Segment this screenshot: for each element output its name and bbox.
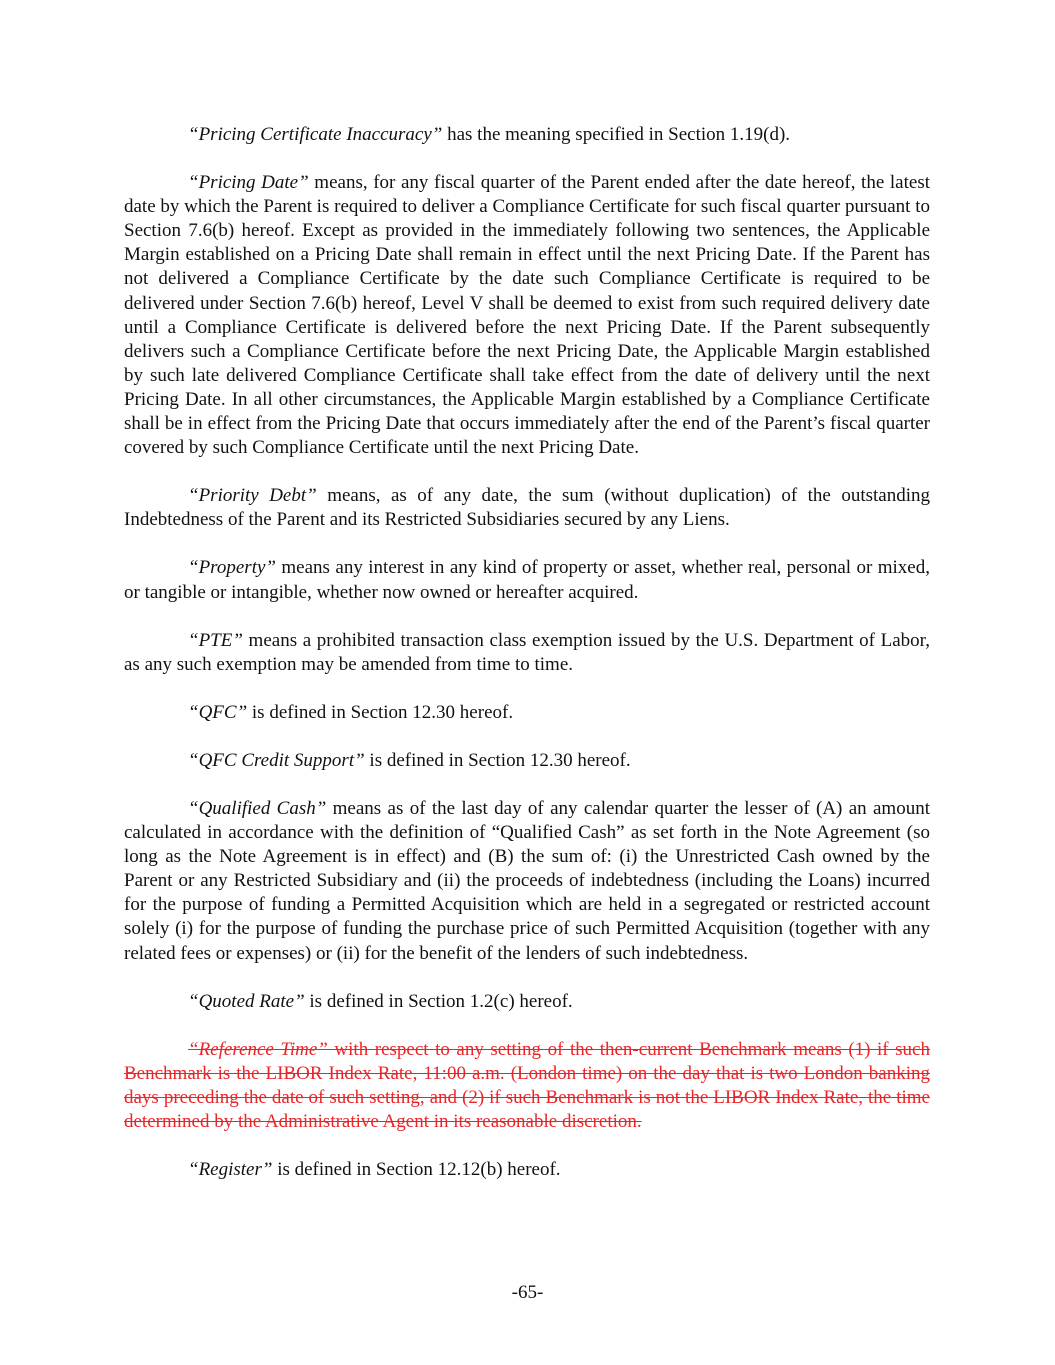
- definition-quoted-rate: [124, 990, 930, 1014]
- definition-text: with respect to any setting of the then-current Benchmark means (1) if such Benchmark is the LIBOR Index Rate, 11:00 a.m. (London time) on the day that is two London banking days preceding the date of such setting, and (2) if such Benchmark is not the LIBOR Index Rate, the time determined by the Administrative Agent in its reasonable discretion.: [124, 1038, 930, 1132]
- defined-term: “Priority Debt”: [188, 485, 317, 507]
- definition-qualified-cash: [124, 797, 930, 966]
- definition-text: means any interest in any kind of property or asset, whether real, personal or mixed, or tangible or intangible, whether now owned or hereafter acquired.: [124, 557, 930, 603]
- defined-term: “Reference Time”: [188, 1038, 328, 1060]
- page-number: -65-: [511, 1282, 544, 1303]
- defined-term: “Pricing Certificate Inaccuracy”: [188, 124, 443, 145]
- definition-pricing-date: [124, 171, 930, 460]
- definition-reference-time-deleted: [124, 1038, 930, 1134]
- document-body: [124, 123, 930, 1206]
- defined-term: “Qualified Cash”: [188, 797, 327, 819]
- definition-qfc-credit-support: [124, 749, 930, 773]
- definition-qfc: [124, 701, 930, 725]
- defined-term: “QFC”: [188, 701, 248, 723]
- defined-term: “PTE”: [188, 629, 243, 651]
- defined-term: “Quoted Rate”: [188, 990, 305, 1012]
- definition-priority-debt: [124, 484, 930, 532]
- definition-property: [124, 556, 930, 604]
- definition-pte: [124, 629, 930, 677]
- definition-text: is defined in Section 12.12(b) hereof.: [272, 1159, 561, 1181]
- definition-text: means as of the last day of any calendar quarter the lesser of (A) an amount calculated in accordance with the definition of “Qualified Cash” as set forth in the Note Agreement (so long as the Note Agreement is in effect) and (B) the sum of: (i) the Unrestricted Cash owned by the Parent or any Restricted Subsidiary and (ii) the proceeds of indebtedness (including the Loans) incurred for the purpose of funding a Permitted Acquisition which are held in a segregated or restricted account solely (i) for the purpose of funding the purchase price of such Permitted Acquisition (together with any related fees or expenses) or (ii) for the benefit of the lenders of such indebtedness.: [124, 797, 930, 964]
- defined-term: “QFC Credit Support”: [188, 749, 365, 771]
- definition-text: is defined in Section 12.30 hereof.: [247, 701, 514, 723]
- defined-term: “Pricing Date”: [188, 172, 309, 194]
- definition-text: means, for any fiscal quarter of the Parent ended after the date hereof, the latest date by which the Parent is required to deliver a Compliance Certificate for such fiscal quarter pursuant to Section 7.6(b) hereof. Except as provided in the immediately following two sentences, the Applicable Margin established on a Pricing Date shall remain in effect until the next Pricing Date. If the Parent has not delivered a Compliance Certificate by the date such Compliance Certificate is required to be delivered under Section 7.6(b) hereof, Level V shall be deemed to exist from such required delivery date until a Compliance Certificate is delivered before the next Pricing Date. If the Parent subsequently delivers such a Compliance Certificate before the next Pricing Date, the Applicable Margin established by such late delivered Compliance Certificate shall take effect from the date of delivery until the next Pricing Date. In all other circumstances, the Applicable Margin established by a Compliance Certificate shall be in effect from the Pricing Date that occurs immediately after the end of the Parent’s fiscal quarter covered by such Compliance Certificate until the next Pricing Date.: [124, 172, 930, 459]
- definition-text: means a prohibited transaction class exemption issued by the U.S. Department of Labor, as any such exemption may be amended from time to time.: [124, 629, 930, 675]
- definition-text: is defined in Section 1.2(c) hereof.: [304, 990, 573, 1012]
- defined-term: “Property”: [188, 557, 276, 579]
- definition-text: means, as of any date, the sum (without duplication) of the outstanding Indebtedness of the Parent and its Restricted Subsidiaries secured by any Liens.: [124, 485, 930, 531]
- definition-text: is defined in Section 12.30 hereof.: [364, 749, 631, 771]
- definition-register: [124, 1158, 930, 1182]
- defined-term: “Register”: [188, 1159, 273, 1181]
- definition-text: has the meaning specified in Section 1.19(d).: [442, 124, 791, 145]
- definition-pricing-certificate-inaccuracy: [124, 123, 930, 147]
